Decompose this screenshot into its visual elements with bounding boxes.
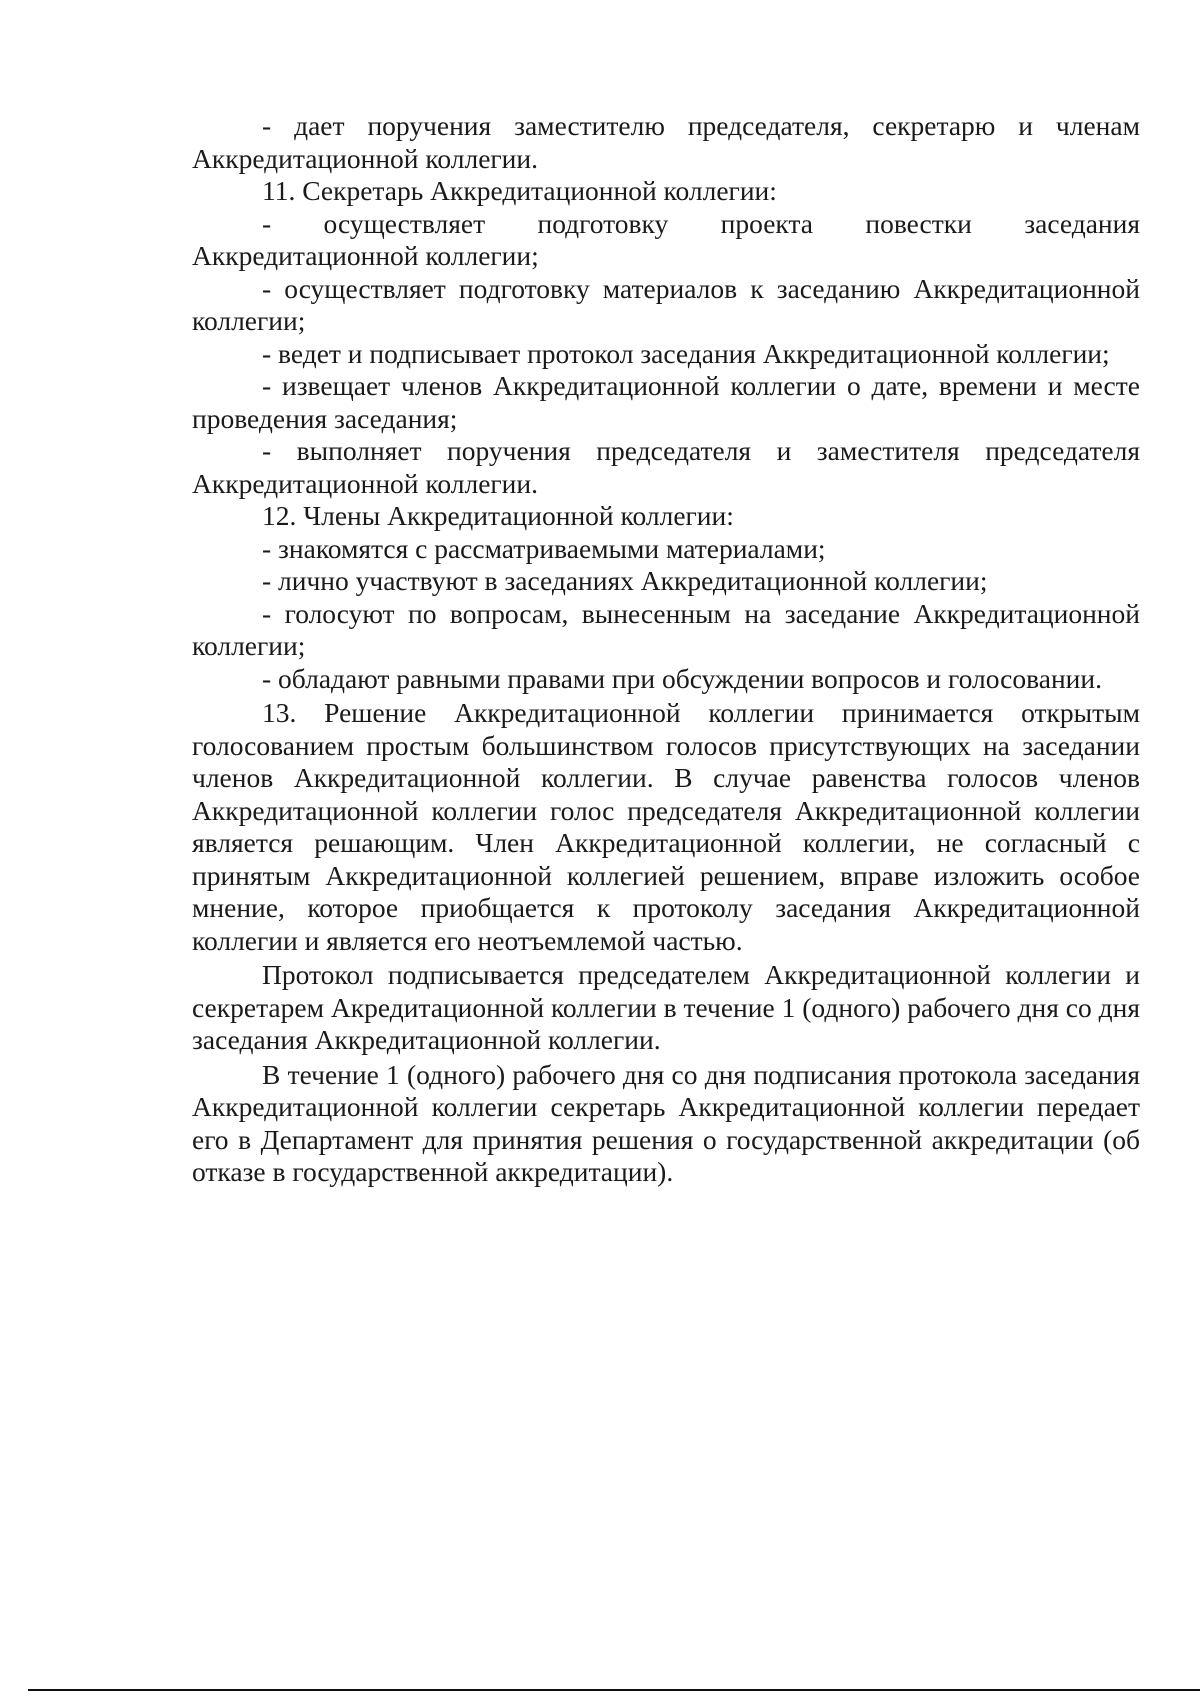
- paragraph-protocol-transfer: В течение 1 (одного) рабочего дня со дня подписания протокола заседания Аккредитационной коллегии секретарь Аккредитационной коллегии передает его в Департамент для принятия решения о государственной аккредитации (об отказе в государственной аккредитации).: [192, 1058, 1140, 1187]
- paragraph-section-11-heading: 11. Секретарь Аккредитационной коллегии:: [262, 175, 777, 206]
- paragraph-assign-duties: - дает поручения заместителю председателя, секретарю и членам Аккредитационной коллегии.: [192, 110, 1140, 174]
- paragraph-section-13-decision: 13. Решение Аккредитационной коллегии принимается открытым голосованием простым большинством голосов присутствующих на заседании членов Аккредитационной коллегии. В случае равенства голосов членов Аккредитационной коллегии голос председателя Аккредитационной коллегии является решающим. Член Аккредитационной коллегии, не согласный с принятым Аккредитационной коллегией решением, вправе изложить особое мнение, которое приобщается к протоколу заседания Аккредитационной коллегии и является его неотъемлемой частью.: [192, 697, 1140, 956]
- paragraph-vote-on-questions: - голосуют по вопросам, вынесенным на заседание Аккредитационной коллегии;: [192, 597, 1140, 661]
- paragraph-keep-protocol: - ведет и подписывает протокол заседания Аккредитационной коллегии;: [262, 337, 1110, 369]
- document-body: [192, 110, 1140, 1189]
- paragraph-protocol-signing: Протокол подписывается председателем Аккредитационной коллегии и секретарем Акредитационной коллегии в течение 1 (одного) рабочего дня со дня заседания Аккредитационной коллегии.: [192, 959, 1140, 1055]
- paragraph-prepare-materials: - осуществляет подготовку материалов к заседанию Аккредитационной коллегии;: [192, 272, 1140, 336]
- page-bottom-divider: [28, 1689, 1200, 1691]
- paragraph-notify-members: - извещает членов Аккредитационной коллегии о дате, времени и месте проведения заседания;: [192, 370, 1140, 434]
- paragraph-review-materials: - знакомятся с рассматриваемыми материалами;: [262, 532, 826, 564]
- paragraph-equal-rights: - обладают равными правами при обсуждении вопросов и голосовании.: [262, 662, 1102, 694]
- paragraph-prepare-agenda: - осуществляет подготовку проекта повестки заседания Аккредитационной коллегии;: [192, 207, 1140, 271]
- paragraph-execute-instructions: - выполняет поручения председателя и заместителя председателя Аккредитационной коллегии.: [192, 435, 1140, 499]
- paragraph-participate-meetings: - лично участвуют в заседаниях Аккредитационной коллегии;: [262, 565, 988, 596]
- paragraph-section-12-heading: 12. Члены Аккредитационной коллегии:: [262, 500, 734, 531]
